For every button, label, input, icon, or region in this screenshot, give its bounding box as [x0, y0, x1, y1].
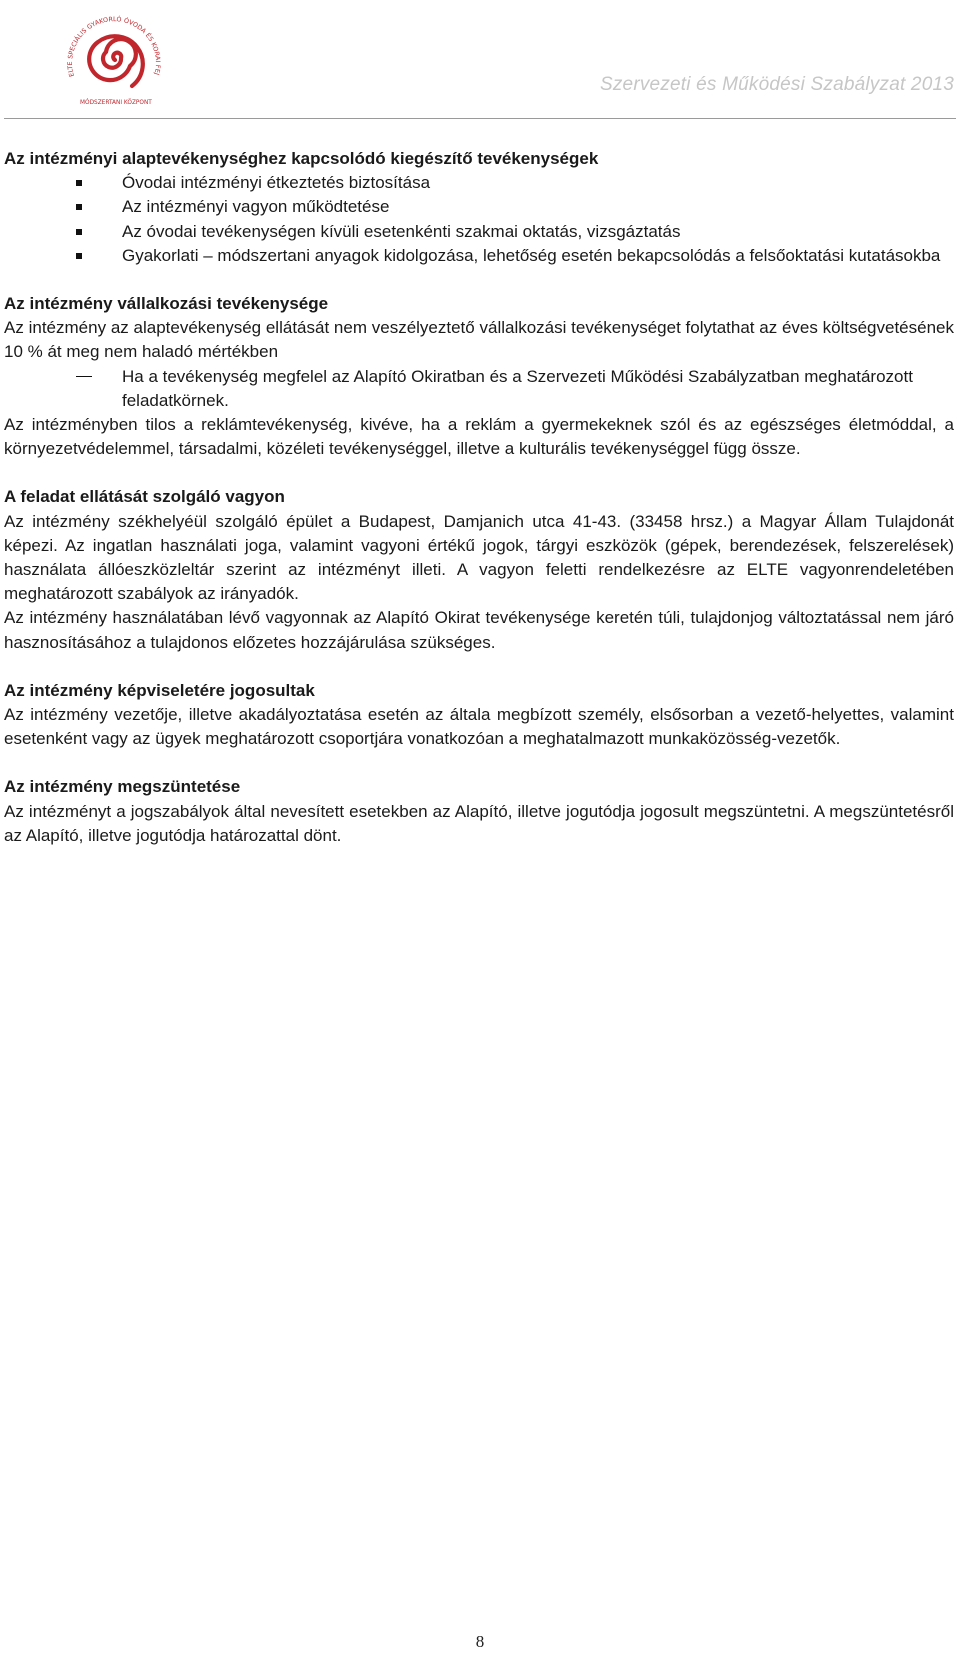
- paragraph: Az intézmény használatában lévő vagyonnak az Alapító Okirat tevékenysége keretén túli, tulajdonjog változtatással nem járó hasznosításához a tulajdonos előzetes hozzájárulása szükséges.: [4, 608, 954, 652]
- document-title: Szervezeti és Működési Szabályzat 2013: [599, 74, 954, 95]
- paragraph: Az intézmény vezetője, illetve akadályoztatása esetén az általa megbízott személy, elsősorban a vezető-helyettes, valamint esetenként vagy az ügyek meghatározott csoportjára vonatkozóan a meghatalmazott munkaközösség-vezetők.: [4, 705, 954, 749]
- page-header: [0, 0, 960, 122]
- paragraph: Az intézményt a jogszabályok által nevesített esetekben az Alapító, illetve jogutódja jogosult megszüntetni. A megszüntetésről az Alapító, illetve jogutódja határozattal dönt.: [4, 801, 954, 845]
- square-bullet-icon: [76, 253, 82, 259]
- square-bullet-icon: [76, 229, 82, 235]
- page-number: 8: [475, 1632, 485, 1651]
- dash-bullet-icon: [76, 376, 92, 377]
- institution-logo: [56, 6, 174, 112]
- bullet-list: [4, 171, 954, 268]
- square-bullet-icon: [76, 180, 82, 186]
- list-item: Ha a tevékenység megfelel az Alapító Okiratban és a Szervezeti Működési Szabályzatban meghatározott feladatkörnek.: [4, 365, 954, 413]
- list-item: Gyakorlati – módszertani anyagok kidolgozása, lehetőség esetén bekapcsolódás a felsőoktatási kutatásokba: [4, 244, 954, 268]
- paragraph: Az intézményben tilos a reklámtevékenység, kivéve, ha a reklám a gyermekeknek szól és az egészséges életmóddal, a környezetvédelemmel, társadalmi, közéleti tevékenységgel, illetve a kulturális tevékenységgel függ össze.: [4, 415, 954, 459]
- list-item: Óvodai intézményi étkeztetés biztosítása: [4, 171, 954, 195]
- section-heading: Az intézmény vállalkozási tevékenysége: [4, 294, 329, 314]
- header-divider: [4, 118, 956, 119]
- dash-list: [4, 365, 954, 413]
- paragraph: Az intézmény székhelyéül szolgáló épület a Budapest, Damjanich utca 41-43. (33458 hrsz.) a Magyar Állam Tulajdonát képezi. Az ingatlan használati joga, valamint vagyoni értékű jogok, tárgyi eszközök (gépek, berendezések, felszerelések) használata állóeszközleltár szerint az intézményt illeti. A vagyon feletti rendelkezésre az ELTE vagyonrendeletében meghatározott szabályok az irányadók.: [4, 511, 954, 604]
- list-item: Az intézményi vagyon működtetése: [4, 195, 954, 219]
- section-heading: Az intézményi alaptevékenységhez kapcsolódó kiegészítő tevékenységek: [4, 149, 599, 168]
- document-body: [4, 147, 954, 848]
- square-bullet-icon: [76, 204, 82, 210]
- section-heading: A feladat ellátását szolgáló vagyon: [4, 487, 285, 507]
- section-heading: Az intézmény megszüntetése: [4, 777, 241, 797]
- list-item: Az óvodai tevékenységen kívüli esetenkénti szakmai oktatás, vizsgáztatás: [4, 220, 954, 244]
- svg-text:MÓDSZERTANI KÖZPONT: MÓDSZERTANI KÖZPONT: [80, 100, 152, 106]
- paragraph: Az intézmény az alaptevékenység ellátását nem veszélyeztető vállalkozási tevékenységet folytathat az éves költségvetésének 10 % át meg nem haladó mértékben: [4, 318, 954, 362]
- svg-text:ELTE SPECIÁLIS GYAKORLÓ ÓVODA: ELTE SPECIÁLIS GYAKORLÓ ÓVODA ÉS KORAI FEJ: [66, 16, 162, 78]
- section-heading: Az intézmény képviseletére jogosultak: [4, 680, 315, 700]
